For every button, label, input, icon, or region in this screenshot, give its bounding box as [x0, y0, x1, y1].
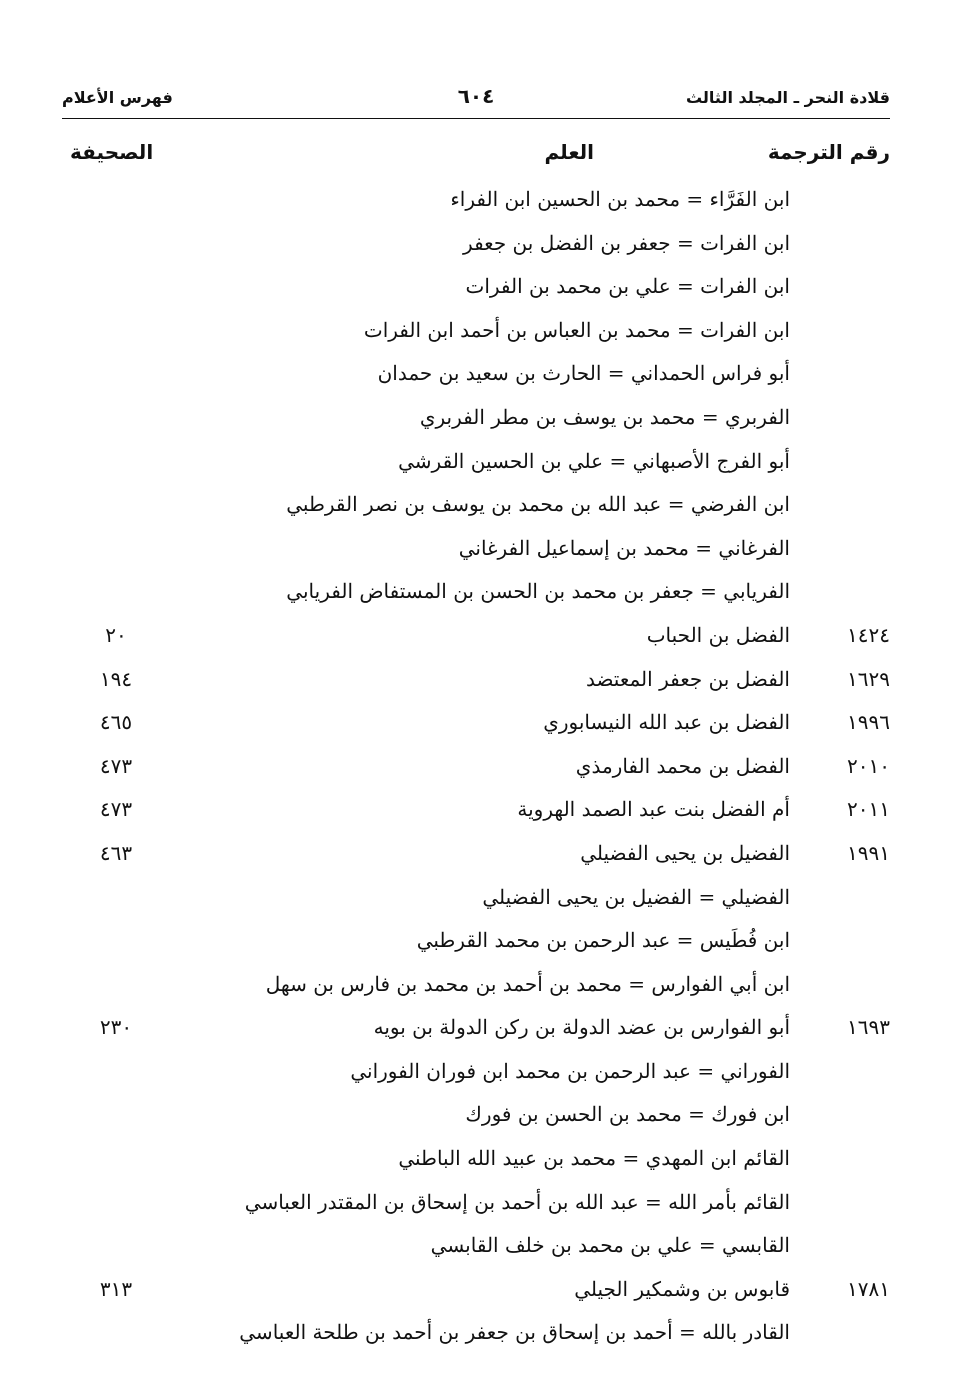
index-entry: [0, 963, 956, 1007]
entry-translation-number: ١٦٢٩: [847, 666, 890, 691]
entry-translation-number: ٢٠١١: [847, 797, 890, 822]
entry-translation-number: ١٤٢٤: [847, 622, 890, 647]
entry-page-number: ٤٧٣: [99, 797, 133, 822]
entry-name: أم الفضل بنت عبد الصمد الهروية: [517, 797, 790, 822]
entry-name: أبو الفوارس بن عضد الدولة بن ركن الدولة بن بويه: [373, 1015, 790, 1040]
column-header-translation-no: رقم الترجمة: [767, 140, 890, 164]
entry-name: الفضل بن عبد الله النيسابوري: [543, 710, 790, 735]
entry-name: الفضل بن الحباب: [646, 622, 790, 647]
running-header: [62, 84, 890, 119]
entry-name: الفرغاني = محمد بن إسماعيل الفرغاني: [458, 535, 790, 560]
book-title: قلادة النحر ـ المجلد الثالث: [685, 88, 890, 107]
entry-name: الفوراني = عبد الرحمن بن محمد ابن فوران الفوراني: [350, 1058, 790, 1083]
index-entry: [0, 1137, 956, 1181]
entry-page-number: ٤٦٥: [99, 710, 133, 735]
entry-name: أبو الفرج الأصبهاني = علي بن الحسين القرشي: [398, 448, 790, 473]
entry-name: الفريابي = جعفر بن محمد بن الحسن بن المستفاض الفريابي: [286, 579, 790, 604]
index-entry: [0, 1006, 956, 1050]
entry-name: ابن الفرات = محمد بن العباس بن أحمد ابن الفرات: [363, 317, 790, 342]
entry-name: ابن فورك = محمد بن الحسن بن فورك: [465, 1102, 790, 1127]
column-header-name: العلم: [544, 140, 594, 164]
index-entry: [0, 440, 956, 484]
index-entry: [0, 788, 956, 832]
entry-name: ابن فُطَيس = عبد الرحمن بن محمد القرطبي: [416, 928, 790, 953]
entry-name: أبو فراس الحمداني = الحارث بن سعيد بن حمدان: [377, 361, 790, 386]
entry-name: ابن الفرضي = عبد الله بن محمد بن يوسف بن نصر القرطبي: [286, 492, 790, 517]
entry-name: القائم بأمر الله = عبد الله بن أحمد بن إسحاق بن المقتدر العباسي: [244, 1189, 790, 1214]
page-number: ٦٠٤: [457, 84, 495, 108]
entry-translation-number: ١٧٨١: [847, 1276, 890, 1301]
entry-name: الفربري = محمد بن يوسف بن مطر الفربري: [419, 404, 790, 429]
index-entry: [0, 658, 956, 702]
entry-name: الفضيلي = الفضيل بن يحيى الفضيلي: [482, 884, 790, 909]
entry-translation-number: ١٦٩٣: [847, 1015, 890, 1040]
index-entry: [0, 1050, 956, 1094]
entry-translation-number: ١٩٩٦: [847, 710, 890, 735]
index-entry: [0, 1268, 956, 1312]
index-entry: [0, 919, 956, 963]
entry-name: الفضل بن محمد الفارمذي: [575, 753, 790, 778]
index-entry: [0, 527, 956, 571]
entry-page-number: ٣١٣: [99, 1276, 133, 1301]
entry-name: ابن أبي الفوارس = محمد بن أحمد بن محمد بن فارس بن سهل: [265, 971, 790, 996]
entry-name: ابن الفرات = جعفر بن الفضل بن جعفر: [463, 230, 790, 255]
index-entry: [0, 1093, 956, 1137]
entry-page-number: ٢٠: [105, 622, 127, 647]
index-entry: [0, 352, 956, 396]
index-entry: [0, 876, 956, 920]
entry-translation-number: ١٩٩١: [847, 840, 890, 865]
index-entry: [0, 178, 956, 222]
column-header-page: الصحيفة: [70, 140, 154, 164]
index-entry: [0, 222, 956, 266]
entry-name: الفضيل بن يحيى الفضيلي: [580, 840, 790, 865]
entry-page-number: ٤٧٣: [99, 753, 133, 778]
entry-name: ابن الفَرَّاء = محمد بن الحسين ابن الفراء: [450, 187, 790, 211]
index-entry: [0, 832, 956, 876]
entry-name: قابوس بن وشمكير الجيلي: [574, 1276, 790, 1301]
index-entry: [0, 745, 956, 789]
index-entry: [0, 309, 956, 353]
index-entry: [0, 483, 956, 527]
index-entry: [0, 396, 956, 440]
entry-name: القابسي = علي بن محمد بن خلف القابسي: [430, 1233, 790, 1258]
section-title: فهرس الأعلام: [62, 88, 173, 107]
index-entry: [0, 265, 956, 309]
index-entry: [0, 570, 956, 614]
index-entry: [0, 1181, 956, 1225]
entry-name: ابن الفرات = علي بن محمد بن الفرات: [465, 274, 790, 299]
entry-name: القادر بالله = أحمد بن إسحاق بن جعفر بن أحمد بن طلحة العباسي: [239, 1320, 790, 1345]
entry-page-number: ٢٣٠: [99, 1015, 133, 1040]
entry-page-number: ١٩٤: [99, 666, 133, 691]
index-entry: [0, 701, 956, 745]
entry-name: الفضل بن جعفر المعتضد: [585, 666, 790, 691]
index-entry: [0, 1311, 956, 1355]
index-entry: [0, 1224, 956, 1268]
entry-page-number: ٤٦٣: [99, 840, 133, 865]
index-list: [0, 178, 956, 1355]
index-entry: [0, 614, 956, 658]
entry-name: القائم ابن المهدي = محمد بن عبيد الله الباطني: [398, 1146, 790, 1171]
entry-translation-number: ٢٠١٠: [847, 753, 890, 778]
column-headers: [62, 136, 890, 172]
